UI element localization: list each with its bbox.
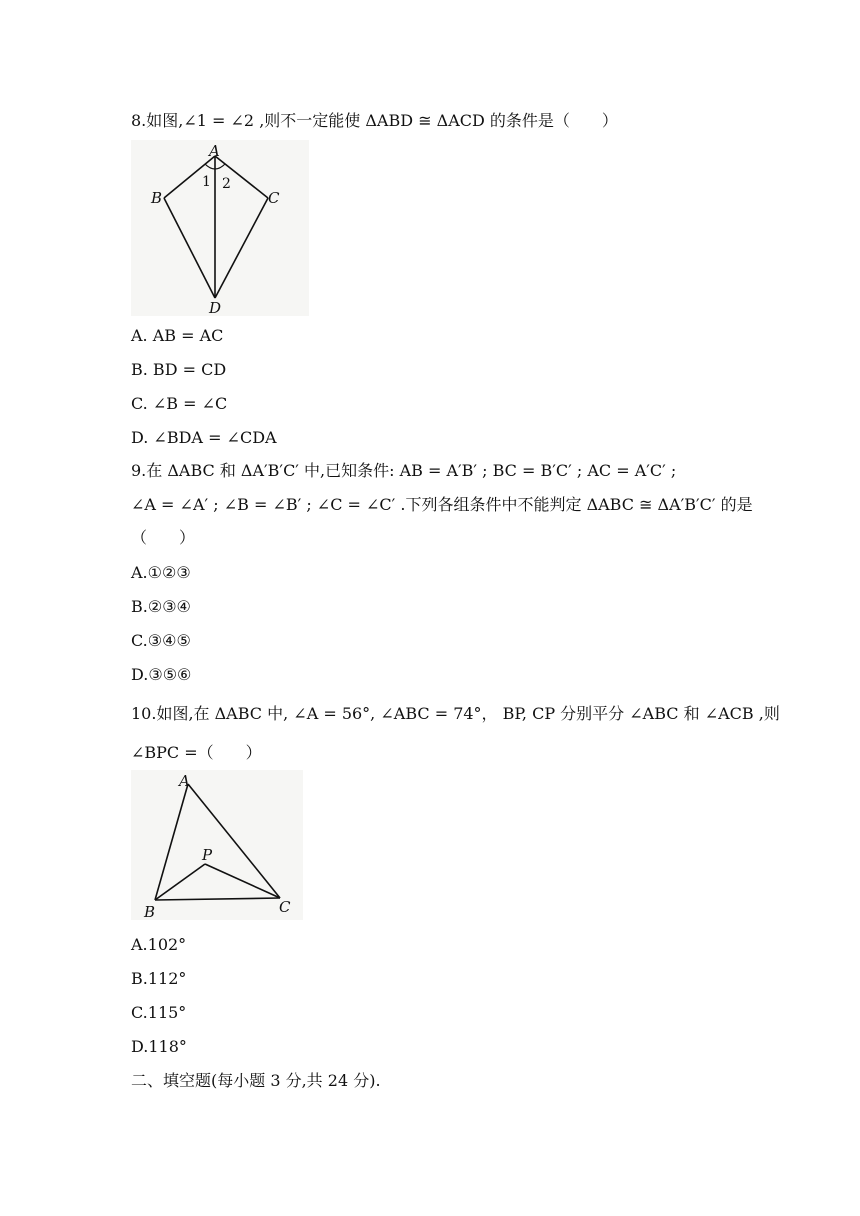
q9-option-a: A.①②③ xyxy=(131,563,191,582)
q9-option-c: C.③④⑤ xyxy=(131,631,191,650)
q10-option-c: C.115° xyxy=(131,1003,187,1022)
label-P: P xyxy=(202,846,213,864)
q9-option-d: D.③⑤⑥ xyxy=(131,665,192,684)
q10-stem-line2: ∠BPC =（ ） xyxy=(131,743,262,762)
label-A: A xyxy=(209,142,220,160)
q10-option-b: B.112° xyxy=(131,969,187,988)
q9-stem-line2: ∠A = ∠A′ ; ∠B = ∠B′ ; ∠C = ∠C′ .下列各组条件中不能判定 ΔABC ≅ ΔA′B′C′ 的是 xyxy=(131,495,753,514)
q8-figure-kite xyxy=(131,140,309,316)
label-B: B xyxy=(144,903,156,920)
q8-option-b: B. BD = CD xyxy=(131,360,227,379)
label-C: C xyxy=(279,898,291,916)
q10-figure-triangle xyxy=(131,770,303,920)
q8-stem: 8.如图,∠1 = ∠2 ,则不一定能使 ΔABD ≅ ΔACD 的条件是（ ） xyxy=(131,111,618,130)
label-A: A xyxy=(179,772,190,790)
q10-option-d: D.118° xyxy=(131,1037,187,1056)
q9-option-b: B.②③④ xyxy=(131,597,191,616)
label-C: C xyxy=(268,189,280,207)
segment-CD xyxy=(215,198,268,298)
segment-AC xyxy=(188,784,280,898)
q8-option-c: C. ∠B = ∠C xyxy=(131,394,228,413)
q10-option-a: A.102° xyxy=(131,935,187,954)
q9-stem-line1: 9.在 ΔABC 和 ΔA′B′C′ 中,已知条件: AB = A′B′ ; BC = B′C′ ; AC = A′C′ ; xyxy=(131,461,677,480)
q9-stem-line3: （ ） xyxy=(131,528,196,547)
q10-stem-line1: 10.如图,在 ΔABC 中, ∠A = 56°, ∠ABC = 74°， BP, CP 分别平分 ∠ABC 和 ∠ACB ,则 xyxy=(131,704,780,723)
label-B: B xyxy=(151,189,163,207)
label-angle-1: 1 xyxy=(202,174,211,190)
q8-option-a: A. AB = AC xyxy=(131,326,224,345)
label-D: D xyxy=(209,299,222,316)
segment-BP xyxy=(155,864,205,900)
segment-BC xyxy=(155,898,280,900)
segment-AB xyxy=(155,784,188,900)
segment-BD xyxy=(164,198,215,298)
section-heading-fill-in: 二、填空题(每小题 3 分,共 24 分). xyxy=(131,1071,381,1090)
segment-CP xyxy=(205,864,280,898)
q8-option-d: D. ∠BDA = ∠CDA xyxy=(131,428,277,447)
label-angle-2: 2 xyxy=(222,176,231,192)
